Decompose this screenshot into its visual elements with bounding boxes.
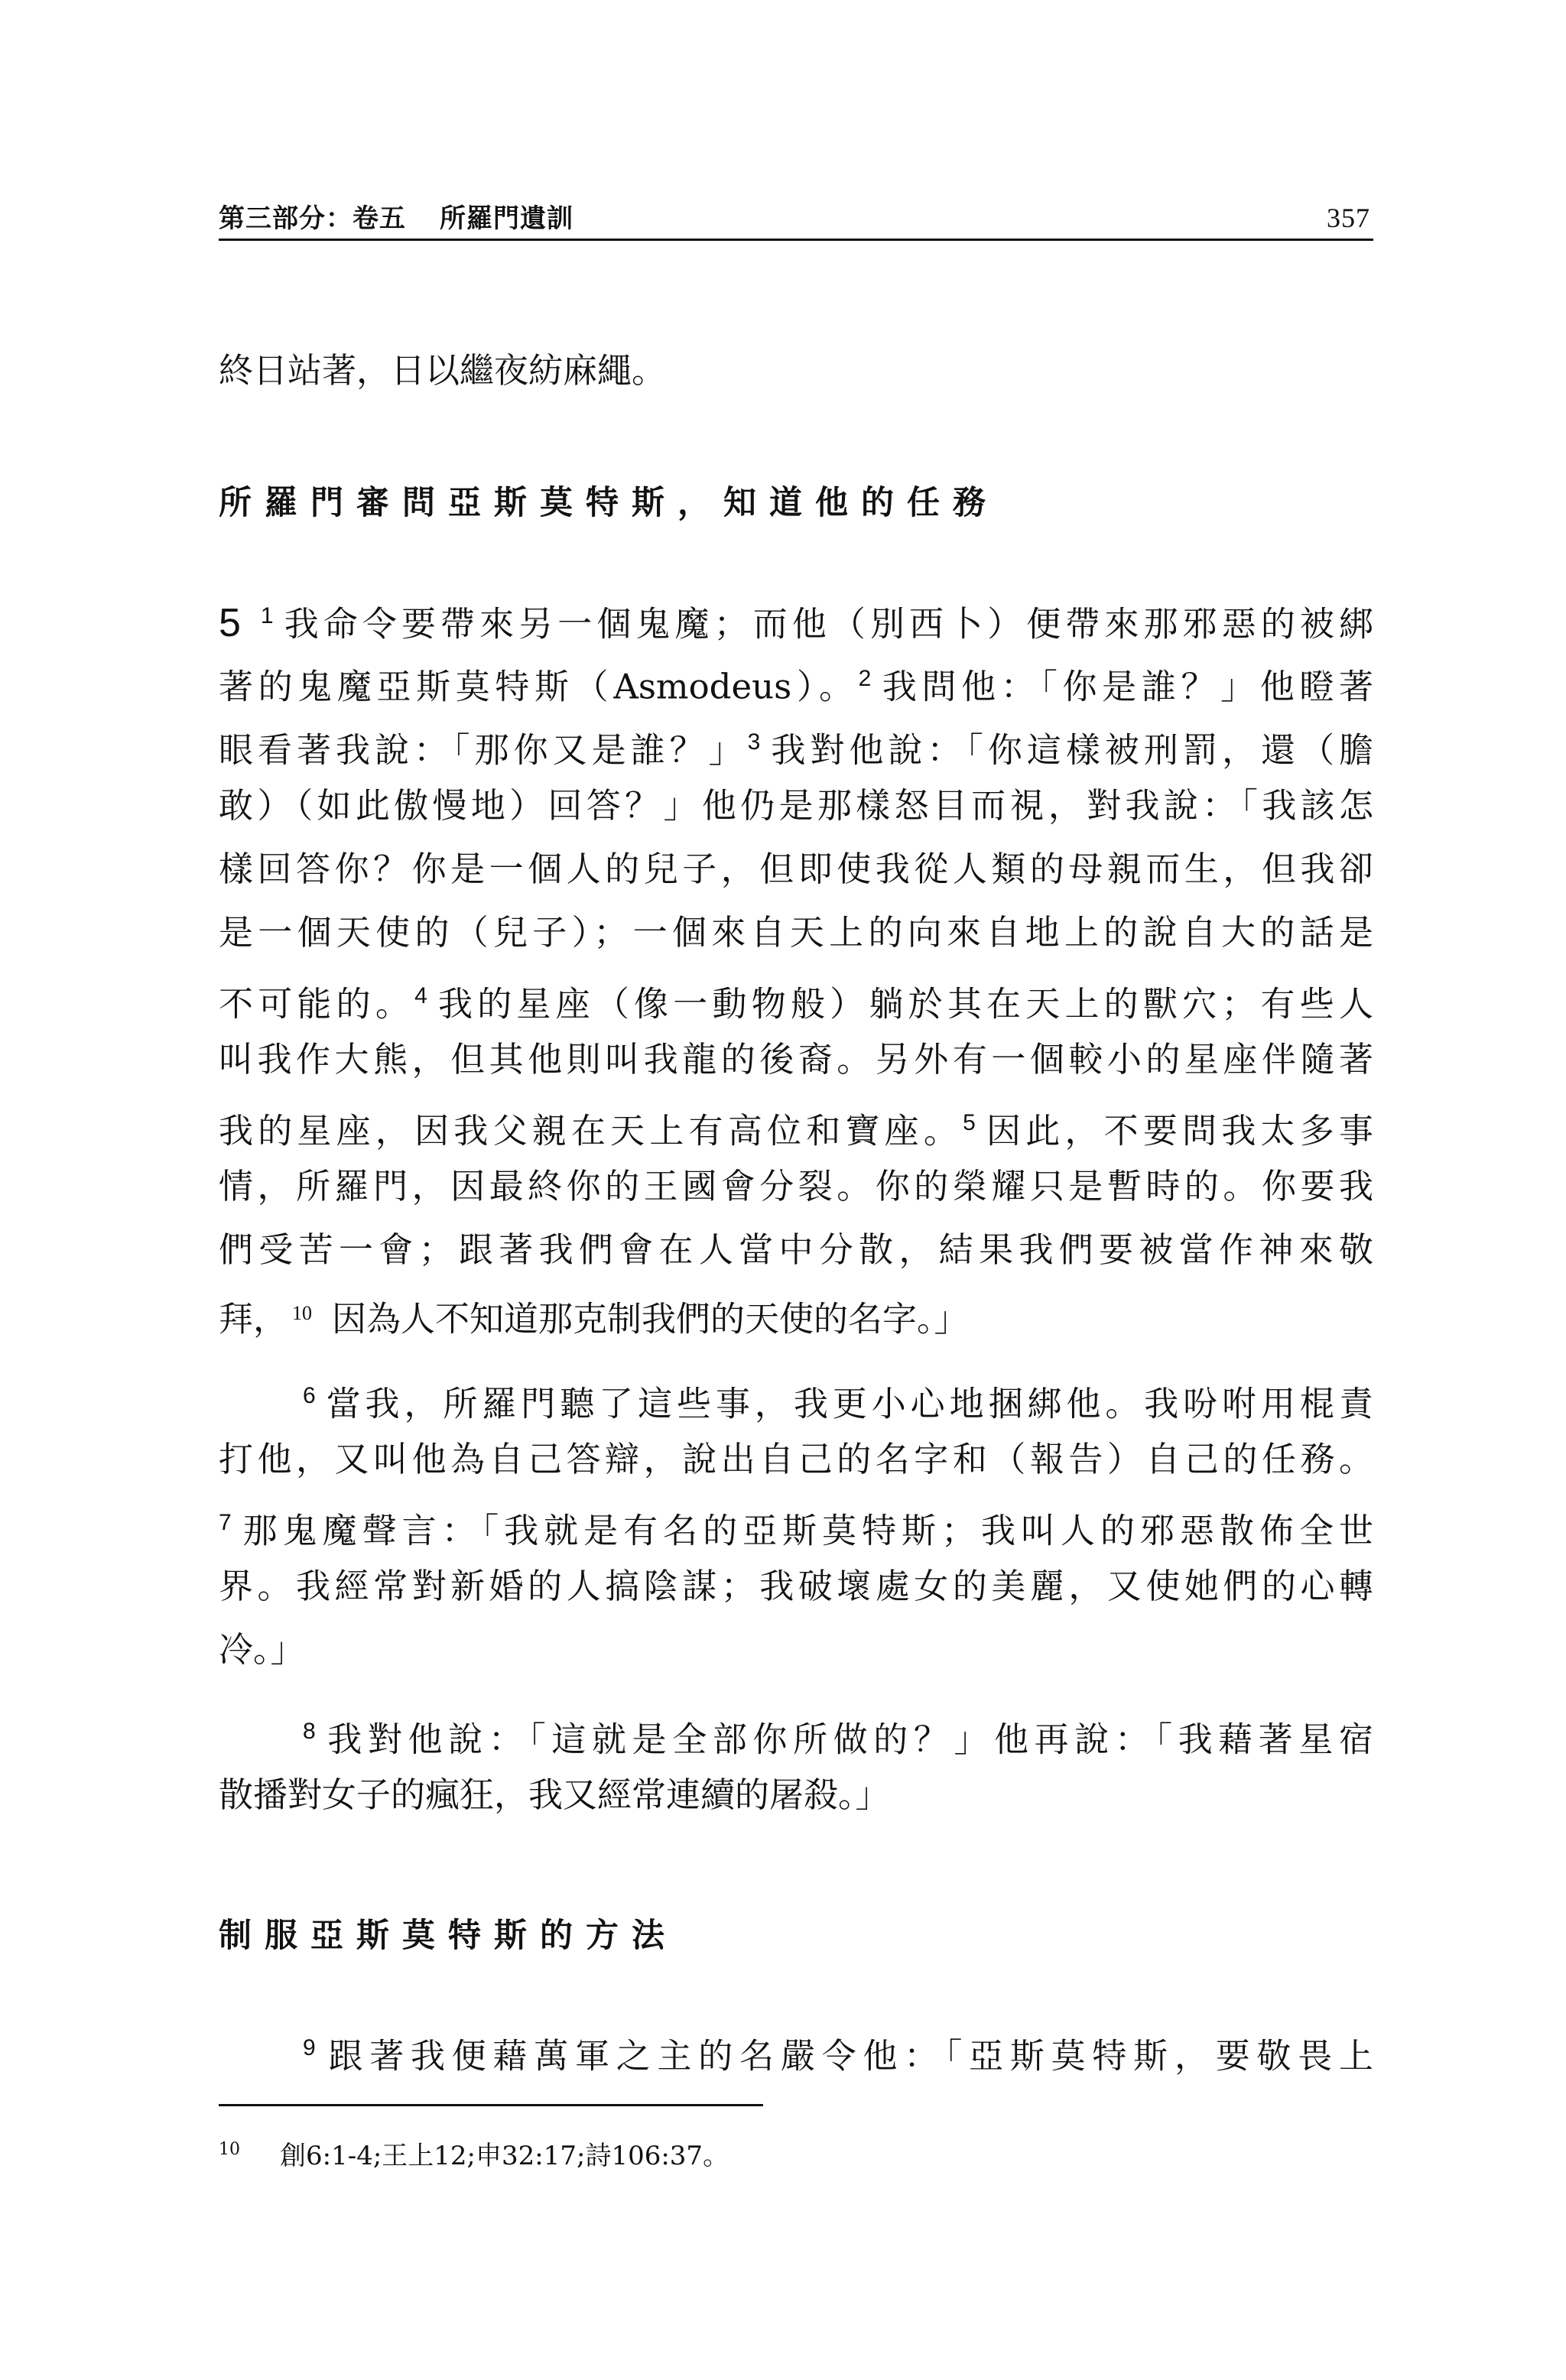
paragraph-line: 散播對女子的瘋狂，我又經常連續的屠殺。」 (219, 1774, 890, 1815)
paragraph-line: 是一個天使的（兒子）；一個來自天上的向來自地上的說自大的話是 (219, 912, 1373, 953)
verse-text: 拜， (219, 1298, 288, 1339)
paragraph-line (303, 2025, 1373, 2080)
footnote-divider (219, 2104, 763, 2106)
verse-number: 6 (303, 1383, 316, 1408)
paragraph-line: 們受苦一會；跟著我們會在人當中分散，結果我們要被當作神來敬 (219, 1229, 1373, 1270)
header-book-title: 所羅門遺訓 (440, 203, 573, 234)
verse-text: 不可能的。 (219, 983, 415, 1024)
verse-number: 2 (858, 666, 872, 691)
footnote-mark: 10 (219, 2139, 240, 2159)
paragraph-line: 情，所羅門，因最終你的王國會分裂。你的榮耀只是暫時的。你要我 (219, 1166, 1373, 1206)
running-header (219, 193, 1373, 241)
verse-text: 眼看著我說：「那你又是誰？」 (219, 729, 748, 771)
paragraph-line (219, 1100, 1373, 1154)
verse-text: 我對他說：「你這樣被刑罰，還（膽 (766, 729, 1373, 771)
paragraph-line (219, 593, 1373, 648)
verse-text: 那鬼魔聲言：「我就是有名的亞斯莫特斯；我叫人的邪惡散佈全世 (237, 1510, 1373, 1551)
verse-number: 4 (414, 983, 427, 1008)
paragraph-line (219, 656, 1373, 710)
paragraph-line: 叫我作大熊，但其他則叫我龍的後裔。另外有一個較小的星座伴隨著 (219, 1039, 1373, 1080)
chapter-number: 5 (219, 600, 241, 645)
verse-text: 我的星座（像一動物般）躺於其在天上的獸穴；有些人 (433, 983, 1373, 1024)
verse-number: 9 (303, 2035, 316, 2060)
footnote (219, 2135, 729, 2172)
paragraph-line: 打他，又叫他為自己答辯，說出自己的名字和（報告）自己的任務。 (219, 1439, 1373, 1479)
header-title (219, 197, 573, 235)
verse-number: 8 (303, 1719, 316, 1744)
verse-number: 3 (747, 729, 761, 755)
verse-number: 1 (260, 603, 274, 628)
verse-text: 著的鬼魔亞斯莫特斯（Asmodeus）。 (219, 666, 859, 707)
paragraph-line: 冷。」 (219, 1629, 305, 1670)
header-section: 第三部分：卷五 (219, 203, 406, 234)
verse-text: 跟著我便藉萬軍之主的名嚴令他：「亞斯莫特斯，要敬畏上 (321, 2035, 1373, 2076)
verse-number: 5 (963, 1110, 976, 1135)
verse-text: 我問他：「你是誰？」他瞪著 (877, 666, 1373, 707)
paragraph-line (303, 1373, 1373, 1427)
paragraph-line: 敢）（如此傲慢地）回答？」他仍是那樣怒目而視，對我說：「我該怎 (219, 785, 1373, 826)
paragraph-line: 樣回答你？你是一個人的兒子，但即使我從人類的母親而生，但我卻 (219, 849, 1373, 889)
paragraph-line (219, 719, 1373, 774)
verse-text: 我的星座，因我父親在天上有高位和寶座。 (219, 1110, 963, 1151)
section-heading: 制服亞斯莫特斯的方法 (219, 1917, 677, 1955)
paragraph-line (219, 973, 1373, 1028)
footnote-text: 創6:1-4;王上12;申32:17;詩106:37。 (280, 2141, 729, 2171)
paragraph-line (219, 1291, 1373, 1342)
intro-line: 終日站著，日以繼夜紡麻繩。 (219, 350, 667, 391)
verse-text: 我對他說：「這就是全部你所做的？」他再說：「我藉著星宿 (321, 1719, 1373, 1760)
verse-text: 因為人不知道那克制我們的天使的名字。」 (332, 1298, 969, 1339)
verse-text: 因此，不要問我太多事 (981, 1110, 1373, 1151)
paragraph-line: 界。我經常對新婚的人搞陰謀；我破壞處女的美麗，又使她們的心轉 (219, 1566, 1373, 1606)
paragraph-line (303, 1709, 1373, 1763)
footnote-reference: 10 (292, 1302, 313, 1324)
page-number: 357 (1327, 203, 1370, 233)
paragraph-line (219, 1500, 1373, 1554)
section-heading: 所羅門審問亞斯莫特斯，知道他的任務 (219, 484, 999, 522)
verse-text: 當我，所羅門聽了這些事，我更小心地捆綁他。我吩咐用棍責 (321, 1383, 1373, 1424)
verse-number: 7 (219, 1510, 232, 1535)
verse-text: 我命令要帶來另一個鬼魔；而他（別西卜）便帶來那邪惡的被綁 (279, 603, 1373, 645)
